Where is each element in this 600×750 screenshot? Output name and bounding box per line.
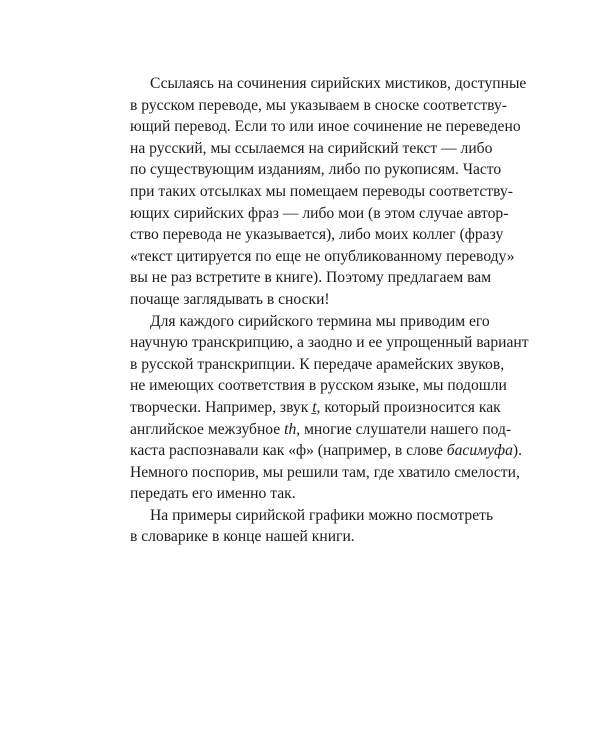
paragraph-1: [130, 73, 527, 311]
text-line: ющих сирийских фраз — либо мои (в этом случае автор-: [130, 204, 509, 222]
text-line: при таких отсылках мы помещаем переводы соответству-: [130, 182, 513, 200]
text-line: каста распознавали как «ф» (например, в слове басимуфа).: [130, 442, 522, 460]
text-line: вы не раз встретите в книге). Поэтому предлагаем вам: [130, 269, 492, 287]
text-line: Немного поспорив, мы решили там, где хватило смелости,: [130, 463, 520, 481]
text-line: в русском переводе, мы указываем в сноске соответству-: [130, 96, 508, 114]
text-line: творчески. Например, звук ṯ, который произносится как: [130, 398, 501, 416]
paragraph-2: [130, 311, 529, 505]
text-line: в русской транскрипции. К передаче арамейских звуков,: [130, 355, 505, 373]
text-line: на русский, мы ссылаемся на сирийский текст — либо: [130, 139, 493, 157]
body-text: [130, 73, 529, 548]
text-line: ющий перевод. Если то или иное сочинение не переведено: [130, 118, 521, 136]
text-line: по существующим изданиям, либо по рукописям. Часто: [130, 161, 502, 179]
text-line: Ссылаясь на сочинения сирийских мистиков, доступные: [150, 75, 527, 92]
text-line: почаще заглядывать в сноски!: [130, 290, 330, 308]
text-line: На примеры сирийской графики можно посмотреть: [150, 506, 494, 524]
text-line: ство перевода не указывается), либо моих коллег (фразу: [130, 226, 504, 244]
text-line: передать его именно так.: [130, 485, 296, 503]
paragraph-3: [130, 505, 494, 548]
text-line: «текст цитируется по еще не опубликованному переводу»: [130, 247, 515, 265]
text-line: не имеющих соответствия в русском языке, мы подошли: [130, 377, 507, 395]
text-line: научную транскрипцию, а заодно и ее упрощенный вариант: [130, 334, 529, 352]
text-line: в словарике в конце нашей книги.: [130, 528, 355, 546]
text-line: английское межзубное th, многие слушатели нашего под-: [130, 420, 512, 438]
text-line: Для каждого сирийского термина мы приводим его: [150, 312, 490, 330]
